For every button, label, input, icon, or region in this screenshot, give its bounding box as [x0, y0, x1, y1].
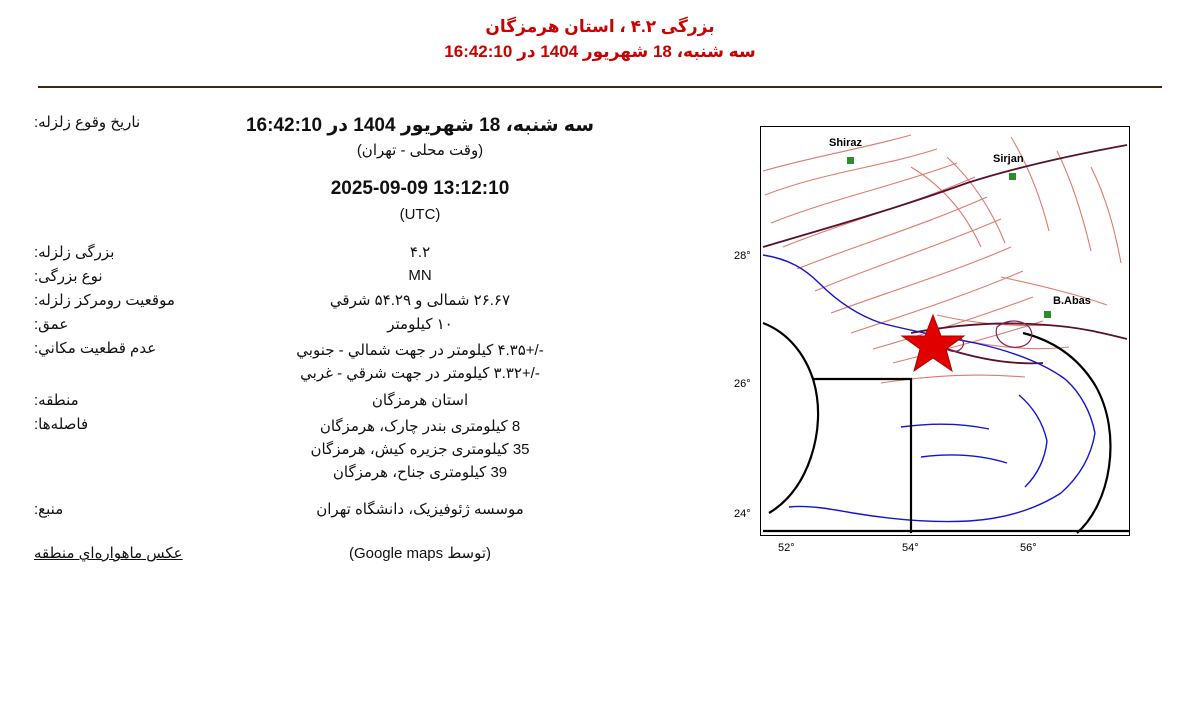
table-row-satellite — [30, 541, 650, 565]
epicenter-value: ۲۶.۶۷ شمالی و ۵۴.۲۹ شرقي — [329, 292, 511, 309]
report-header — [0, 0, 1200, 64]
depth-label: عمق: — [34, 316, 69, 333]
spacer-4 — [30, 531, 650, 541]
date-label: ناریخ وقوع زلزله: — [34, 114, 141, 131]
epicenter-label: موقعیت رومرکز زلزله: — [34, 292, 175, 309]
distances-label: فاصله‌ها: — [34, 416, 89, 433]
table-row-depth — [30, 312, 650, 336]
table-row-distances — [30, 412, 650, 487]
distances-value-cell — [190, 412, 650, 487]
earthquake-details-table — [30, 110, 650, 565]
map-lat-tick-26: 26° — [734, 378, 751, 390]
table-row-magnitude — [30, 240, 650, 264]
local-datetime-value: سه شنبه، 18 شهریور 1404 در 16:42:10 — [245, 115, 595, 136]
table-row-date — [30, 110, 650, 230]
uncertainty-ns: -/+۴.۳۵ کیلومتر در جهت شمالي - جنوبي — [296, 342, 544, 359]
spacer-2 — [30, 487, 650, 497]
table-row-region — [30, 388, 650, 412]
date-value-cell — [190, 110, 650, 230]
magnitude-type-label: نوع بزرگی: — [34, 268, 103, 285]
uncertainty-label: عدم قطعیت مکاني: — [34, 340, 157, 357]
magnitude-label: بزرگی زلزله: — [34, 244, 115, 261]
spacer-3 — [30, 521, 650, 531]
satellite-image-link[interactable]: عکس ماهواره‌اي منطقه — [34, 545, 183, 562]
table-row-epicenter — [30, 288, 650, 312]
report-body — [0, 110, 1200, 690]
map-city-label-bandar-abbas: B.Abas — [1053, 295, 1091, 307]
map-lat-tick-24: 24° — [734, 508, 751, 520]
map-column — [660, 110, 1200, 690]
utc-datetime-value: 2025-09-09 13:12:10 — [330, 178, 510, 199]
distance-item-3: 39 کیلومتری جناح، هرمزگان — [332, 464, 508, 481]
depth-value: ۱۰ کیلومتر — [387, 316, 453, 333]
magnitude-type-value: MN — [408, 267, 432, 284]
map-lon-tick-52: 52° — [778, 542, 795, 554]
map-city-label-shiraz: Shiraz — [829, 137, 863, 149]
region-label: منطقه: — [34, 392, 79, 409]
uncertainty-ew: -/+۳.۳۲ کیلومتر در جهت شرقي - غربي — [300, 365, 540, 382]
uncertainty-value-cell — [190, 336, 650, 388]
magnitude-value: ۴.۲ — [409, 244, 431, 261]
spacer — [30, 230, 650, 240]
utc-note: (UTC) — [399, 206, 441, 223]
info-column — [0, 110, 660, 690]
table-row-uncertainty — [30, 336, 650, 388]
map-lat-tick-28: 28° — [734, 250, 751, 262]
map-lon-tick-56: 56° — [1020, 542, 1037, 554]
epicenter-star-icon — [902, 315, 964, 371]
header-title-datetime: سه شنبه، 18 شهریور 1404 در 16:42:10 — [444, 42, 756, 61]
source-label: منبع: — [34, 501, 64, 518]
table-row-magnitude-type — [30, 264, 650, 288]
satellite-note: (توسط Google maps) — [348, 545, 492, 562]
distance-item-2: 35 کیلومتری جزیره کیش، هرمزگان — [310, 441, 530, 458]
header-title-magnitude-region: بزرگی ۴.۲ ، استان هرمزگان — [485, 17, 715, 36]
map-container — [720, 120, 1140, 570]
table-row-source — [30, 497, 650, 521]
local-time-note: (وقت محلی - تهران) — [356, 142, 484, 159]
map-city-label-sirjan: Sirjan — [993, 153, 1024, 165]
region-value: استان هرمزگان — [371, 392, 469, 409]
distance-item-1: 8 کیلومتری بندر چارک، هرمزگان — [319, 418, 521, 435]
map-lon-tick-54: 54° — [902, 542, 919, 554]
source-value: موسسه ژئوفیزیک، دانشگاه تهران — [316, 501, 524, 518]
header-divider — [38, 86, 1162, 88]
map-frame[interactable] — [760, 126, 1130, 536]
